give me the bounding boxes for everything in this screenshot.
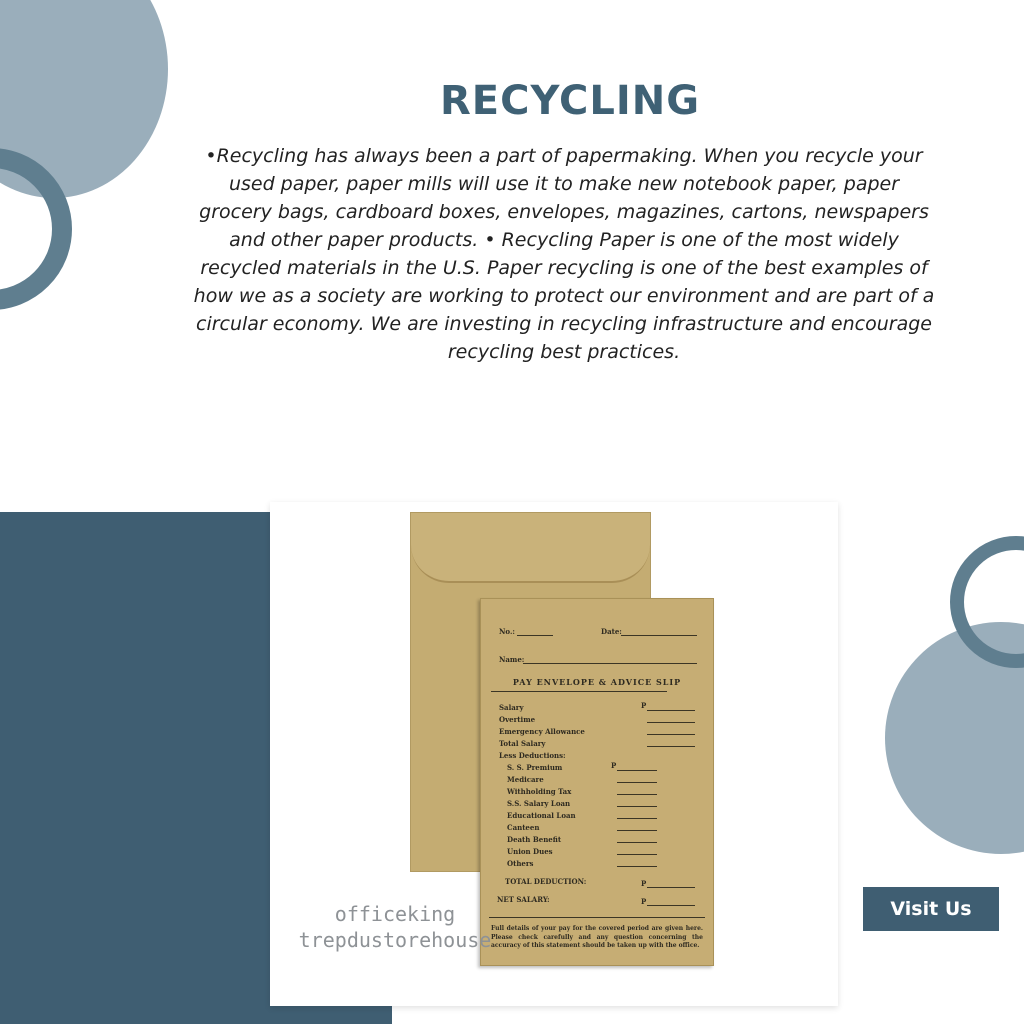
watermark-text: trepdustorehouse — [298, 928, 492, 952]
visit-us-button[interactable]: Visit Us — [863, 887, 999, 931]
envelope-deduction-item: Educational Loan — [507, 811, 576, 820]
envelope-currency-label: P — [641, 879, 647, 888]
envelope-no-label: No.: — [499, 627, 515, 636]
envelope-currency-label: P — [641, 701, 647, 710]
envelope-name-label: Name: — [499, 655, 525, 664]
envelope-salary-label: Salary — [499, 703, 524, 712]
envelope-overtime-label: Overtime — [499, 715, 536, 724]
envelope-deduction-item: Withholding Tax — [507, 787, 572, 796]
envelope-currency-label: P — [611, 761, 617, 770]
product-photo — [270, 502, 838, 1006]
envelope-deduction-item: Others — [507, 859, 534, 868]
envelope-heading: PAY ENVELOPE & ADVICE SLIP — [512, 677, 682, 687]
envelope-total-deduction-label: TOTAL DEDUCTION: — [505, 877, 587, 886]
envelope-emergency-label: Emergency Allowance — [499, 727, 585, 736]
envelope-flap — [411, 513, 650, 583]
watermark-text: officeking — [334, 902, 456, 926]
body-text: •Recycling has always been a part of papermaking. When you recycle your used paper, paper mills will use it to make new notebook paper, paper grocery bags, cardboard boxes, envelopes, magazines, cartons, newspapers and other paper products. • Recycling Paper is one of the most widely recycled materials in the U.S. Paper recycling is one of the best examples of how we as a society are working to protect our environment and are part of a circular economy. We are investing in recycling infrastructure and encourage recycling best practices. — [193, 145, 935, 363]
envelope-deduction-item: Medicare — [507, 775, 544, 784]
envelope-deduction-item: S. S. Premium — [507, 763, 563, 772]
envelope-total-salary-label: Total Salary — [499, 739, 546, 748]
envelope-deduction-item: Canteen — [507, 823, 540, 832]
envelope-deduction-item: Death Benefit — [507, 835, 562, 844]
envelope-deduction-item: S.S. Salary Loan — [507, 799, 571, 808]
envelope-currency-label: P — [641, 897, 647, 906]
envelope-date-label: Date: — [601, 627, 622, 636]
envelope-net-salary-label: NET SALARY: — [497, 895, 550, 904]
envelope-footer-text: Full details of your pay for the covered period are given here. Please check carefully and any question concerning the accuracy of this statement should be taken up with the office. — [491, 925, 703, 949]
envelope-less-deductions-label: Less Deductions: — [499, 751, 566, 760]
page-title: RECYCLING — [439, 78, 701, 124]
envelope-deduction-item: Union Dues — [507, 847, 553, 856]
